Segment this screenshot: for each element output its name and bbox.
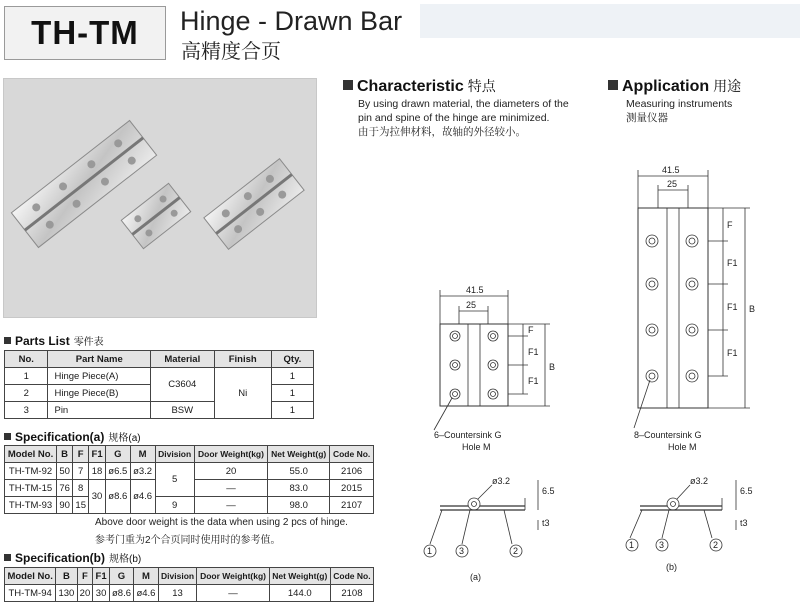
dim-f-label: F xyxy=(727,220,733,230)
drawing-caption: (b) xyxy=(666,562,677,572)
table-row: TH-TM-15 76 8 30 ø8.6 ø4.6 — 83.0 2015 xyxy=(5,480,374,497)
callout-1: 1 xyxy=(629,540,635,550)
dim-inner-label: 25 xyxy=(466,300,477,310)
product-photo xyxy=(3,78,317,318)
dim-total-label: 41.5 xyxy=(466,285,484,295)
table-header-row: Model No. B F F1 G M Division Door Weight(kg) Net Weight(g) Code No. xyxy=(5,568,374,585)
dim-f-label: F xyxy=(528,325,534,335)
drawing-caption: (a) xyxy=(470,572,481,582)
dim-t3-label: t3 xyxy=(740,518,748,528)
table-row: 2 Hinge Piece(B) 1 xyxy=(5,385,314,402)
spec-a-table xyxy=(4,445,374,514)
dim-b-label: B xyxy=(749,304,756,314)
col-finish: Finish xyxy=(214,351,271,368)
header-watermark-band xyxy=(420,4,800,38)
spec-a-heading: Specification(a) 规格(a) xyxy=(4,429,141,444)
callout-2: 2 xyxy=(513,546,519,556)
table-row: TH-TM-93 90 15 9 — 98.0 2107 xyxy=(5,497,374,514)
dim-inner-label: 25 xyxy=(667,179,678,189)
dim-65-label: 6.5 xyxy=(542,486,555,496)
dim-f1-label: F1 xyxy=(528,347,539,357)
dim-f1-label: F1 xyxy=(727,348,738,358)
product-title-cn: 高精度合页 xyxy=(181,41,281,63)
dim-65-label: 6.5 xyxy=(740,486,753,496)
characteristic-heading: Characteristic 特点 xyxy=(343,76,496,96)
bullet-square-icon xyxy=(4,433,11,440)
product-code: TH-TM xyxy=(4,6,166,60)
bullet-square-icon xyxy=(608,80,618,90)
bullet-square-icon xyxy=(343,80,353,90)
col-part-name: Part Name xyxy=(48,351,151,368)
dim-f1-label: F1 xyxy=(727,302,738,312)
application-heading: Application 用途 xyxy=(608,76,741,96)
pin-diameter-label: ø3.2 xyxy=(690,476,709,486)
callout-3: 3 xyxy=(659,540,665,550)
col-qty: Qty. xyxy=(271,351,313,368)
table-header-row: Model No. B F F1 G M Division Door Weight(kg) Net Weight(g) Code No. xyxy=(5,446,374,463)
spec-b-heading: Specification(b) 规格(b) xyxy=(4,550,141,565)
finish-cell: Ni xyxy=(214,368,271,419)
callout-1: 1 xyxy=(427,546,433,556)
product-title-en: Hinge - Drawn Bar xyxy=(180,6,403,36)
table-row: TH-TM-94 130 20 30 ø8.6 ø4.6 13 — 144.0 2108 xyxy=(5,585,374,602)
dim-b-label: B xyxy=(549,362,556,372)
drawing-b xyxy=(600,160,800,600)
bullet-square-icon xyxy=(4,337,11,344)
table-row: TH-TM-92 50 7 18 ø6.5 ø3.2 5 20 55.0 2106 xyxy=(5,463,374,480)
dim-total-label: 41.5 xyxy=(662,165,680,175)
spec-b-table xyxy=(4,567,374,602)
callout-3: 3 xyxy=(459,546,465,556)
col-material: Material xyxy=(151,351,215,368)
table-row: 3 Pin BSW 1 xyxy=(5,402,314,419)
material-cell: BSW xyxy=(151,402,215,419)
table-header-row xyxy=(5,351,314,368)
col-no: No. xyxy=(5,351,48,368)
door-weight-note-cn: 参考门重为2个合页同时使用时的参考值。 xyxy=(95,535,281,546)
callout-2: 2 xyxy=(713,540,719,550)
dim-f1-label: F1 xyxy=(528,376,539,386)
hole-label: Hole M xyxy=(668,442,697,452)
countersink-label: 6–Countersink G xyxy=(434,430,502,440)
hole-label: Hole M xyxy=(462,442,491,452)
pin-diameter-label: ø3.2 xyxy=(492,476,511,486)
door-weight-note-en: Above door weight is the data when using 2 pcs of hinge. xyxy=(95,517,348,528)
application-text: Measuring instruments 测量仪器 xyxy=(626,98,733,124)
countersink-label: 8–Countersink G xyxy=(634,430,702,440)
dim-f1-label: F1 xyxy=(727,258,738,268)
characteristic-text: By using drawn material, the diameters of the pin and spine of the hinge are minimized. 由于为拉伸材料，故轴的外径较小。 xyxy=(358,98,569,138)
drawing-a xyxy=(400,280,600,600)
bullet-square-icon xyxy=(4,554,11,561)
dim-t3-label: t3 xyxy=(542,518,550,528)
parts-list-table xyxy=(4,350,314,419)
parts-list-heading: Parts List 零件表 xyxy=(4,333,104,348)
table-row: 1 Hinge Piece(A) C3604 Ni 1 xyxy=(5,368,314,385)
material-cell: C3604 xyxy=(151,368,215,402)
